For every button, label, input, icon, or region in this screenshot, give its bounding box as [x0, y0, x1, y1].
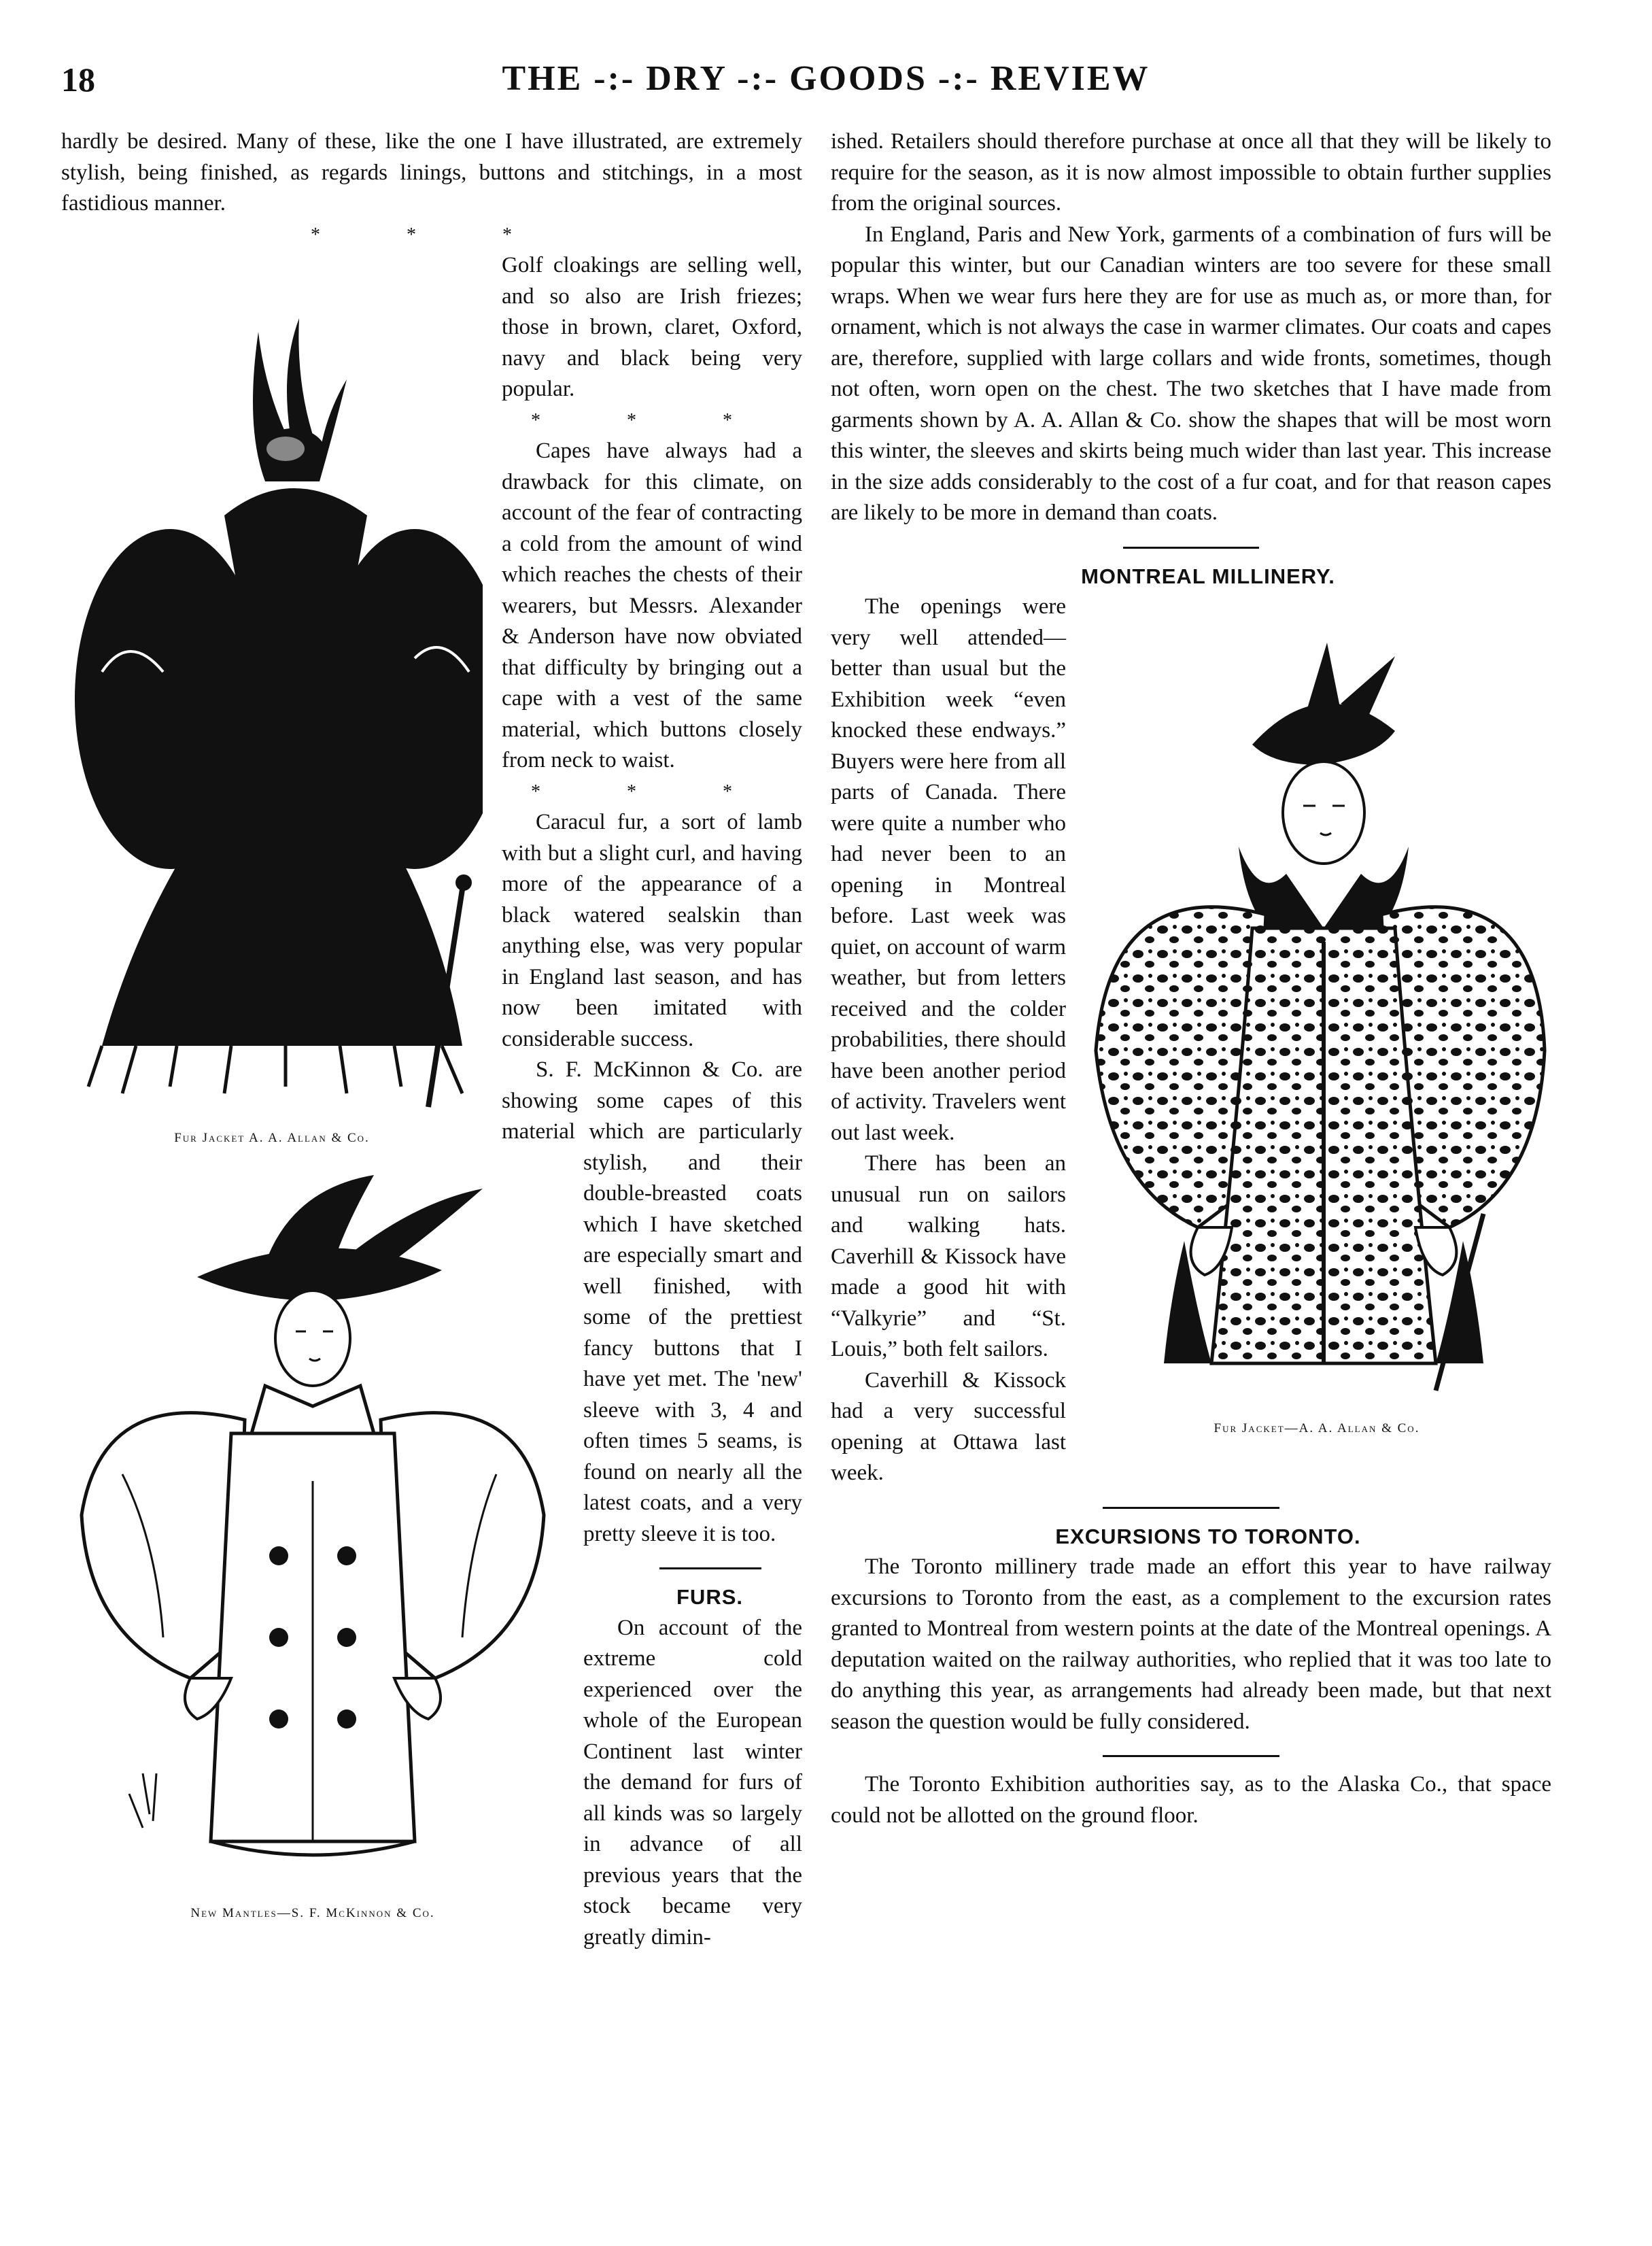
right-paragraph-7: The Toronto Exhibition authorities say, as to the Alaska Co., that space could not be allotted on the ground floor.	[831, 1772, 1551, 1828]
right-paragraph-2: In England, Paris and New York, garments of a combination of furs will be popular this winter, but our Canadian winters are too severe for these small wraps. When we wear furs here they are for use as much as, or more than, for ornament, which is not always the case in warmer climates. Our coats and capes are, therefore, supplied with large collars and wide fronts, sometimes, though not often, worn open on the chest. The two sketches that I have made from garments shown by A. A. Allan & Co. show the shapes that will be most worn this winter, the sleeves and skirts being much wider than last year. This increase in the size adds considerably to the cost of a fur coat, and for that reason capes are likely to be more in demand than coats.	[831, 222, 1551, 525]
left-paragraph-6: On account of the extreme cold experienced over the whole of the European Continent last winter the demand for furs of all kinds was so largely in advance of all previous years that the stock became very greatly dimin-	[583, 1615, 802, 1950]
section-divider-stars: * * *	[531, 781, 773, 802]
left-column	[61, 126, 802, 2187]
left-paragraph-5: S. F. McKinnon & Co. are showing some capes of this material which are particularly stylish, and their double-breasted coats which I have sketched are especially smart and well finished, with some of the prettiest fancy buttons that I have yet met. The 'new' sleeve with 3, 4 and often times 5 seams, is found on nearly all the latest coats, and a very pretty sleeve it is too.	[502, 1057, 802, 1546]
figure-new-mantles	[61, 1161, 564, 1923]
patterned-fur-jacket-illustration	[1082, 629, 1551, 1411]
section-rule	[1103, 1755, 1279, 1757]
section-rule	[1123, 547, 1259, 549]
figure-caption-fur-jacket-1: Fur Jacket A. A. Allan & Co.	[174, 1130, 370, 1145]
section-title-furs: FURS.	[676, 1585, 743, 1609]
section-rule	[659, 1567, 761, 1569]
section-title-montreal-millinery: MONTREAL MILLINERY.	[1081, 564, 1335, 588]
section-divider-stars: * * *	[311, 224, 553, 245]
section-divider-stars: * * *	[531, 409, 773, 431]
left-paragraph-1: hardly be desired. Many of these, like the one I have illustrated, are extremely stylish, being finished, as regards linings, buttons and stitchings, in a most fastidious manner.	[61, 129, 802, 216]
right-paragraph-6: The Toronto millinery trade made an effort this year to have railway excursions to Toronto from the east, as a complement to the excursion rates granted to Montreal from western points at the date of the Montreal openings. A deputation waited on the railway authorities, who replied that it was too late to do anything this year, as arrangements had already been made, but that next season the question would be fully considered.	[831, 1554, 1551, 1734]
right-paragraph-5: Caverhill & Kissock had a very successful opening at Ottawa last week.	[831, 1367, 1066, 1485]
left-paragraph-3: Capes have always had a drawback for this climate, on account of the fear of contracting a cold from the amount of wind which reaches the chests of their wearers, but Messrs. Alexander & Anderson have now obviated that difficulty by bringing out a cape with a vest of the same material, which buttons closely from neck to waist.	[502, 439, 802, 772]
left-paragraph-4: Caracul fur, a sort of lamb with but a slight curl, and having more of the appearance of a black watered sealskin than anything else, was very popular in England last season, and has now been imitated with considerable success.	[502, 810, 802, 1051]
left-paragraph-2: Golf cloakings are selling well, and so also are Irish friezes; those in brown, claret, Oxford, navy and black being very popular.	[502, 253, 802, 401]
figure-caption-fur-jacket-2: Fur Jacket—A. A. Allan & Co.	[1214, 1420, 1420, 1435]
right-paragraph-4: There has been an unusual run on sailors and walking hats. Caverhill & Kissock have made a good hit with “Valkyrie” and “St. Louis,” both felt sailors.	[831, 1151, 1066, 1361]
masthead-title: THE -:- DRY -:- GOODS -:- REVIEW	[502, 59, 1150, 98]
right-paragraph-1: ished. Retailers should therefore purchase at once all that they will be likely to require for the season, as it is now almost impossible to obtain further supplies from the original sources.	[831, 129, 1551, 216]
right-column	[831, 126, 1551, 2187]
double-breasted-coat-illustration	[61, 1161, 564, 1896]
right-paragraph-3: The openings were very well attended—better than usual but the Exhibition week “even knocked these endways.” Buyers were here from all parts of Canada. There were quite a number who had never been to an opening in Montreal before. Last week was quiet, on account of warm weather, but from letters received and the colder probabilities, there should have been another period of activity. Travelers went out last week.	[831, 594, 1066, 1145]
figure-fur-jacket-black	[61, 291, 483, 1148]
figure-fur-jacket-patterned	[1082, 629, 1551, 1445]
section-rule	[1103, 1507, 1279, 1509]
page-number: 18	[61, 61, 95, 99]
fur-jacket-illustration	[61, 291, 483, 1121]
section-title-excursions: EXCURSIONS TO TORONTO.	[1055, 1524, 1361, 1548]
figure-caption-new-mantles: New Mantles—S. F. McKinnon & Co.	[190, 1905, 435, 1920]
